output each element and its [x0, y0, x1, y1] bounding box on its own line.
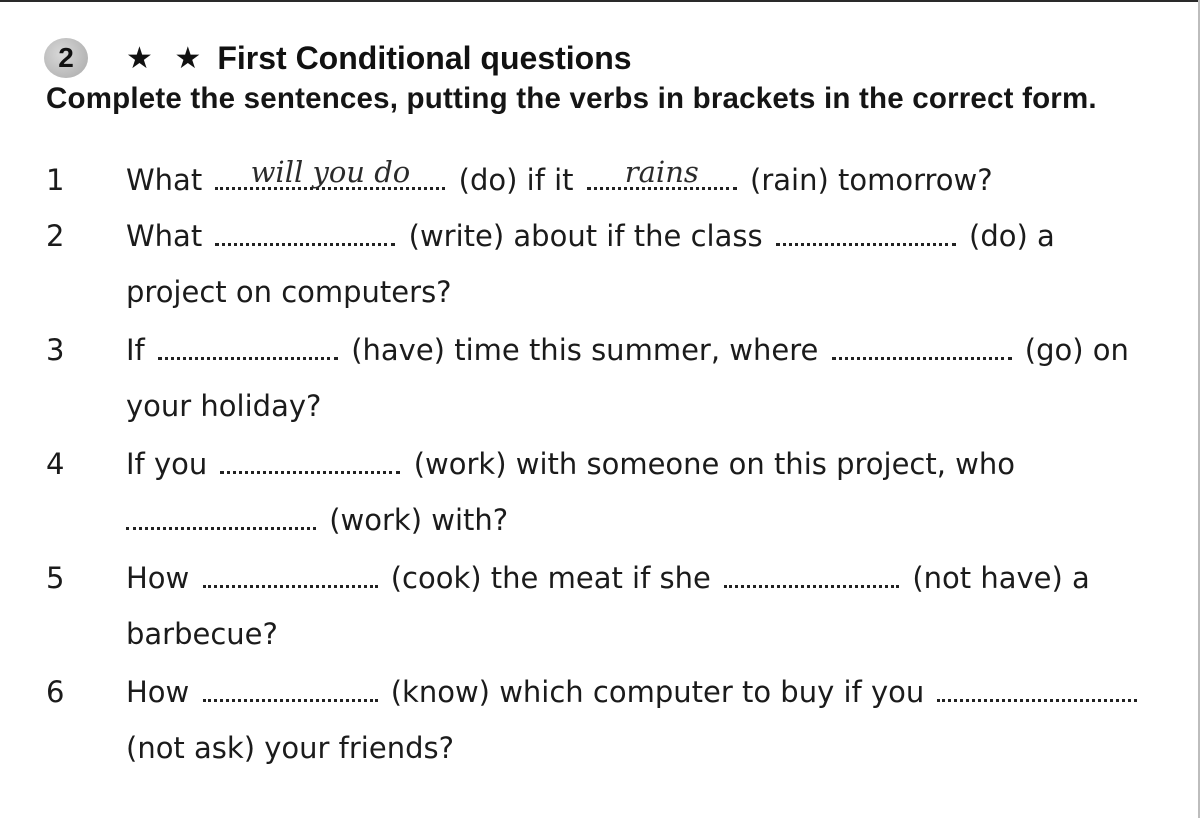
answer-blank[interactable] [724, 563, 899, 588]
item-6-line-1 [126, 672, 1141, 712]
item-4-line-2 [126, 500, 508, 540]
exercise-number-badge [44, 38, 88, 78]
item-text: (do) if it [458, 163, 574, 197]
item-1-line-1 [126, 155, 993, 200]
answer-blank[interactable] [776, 221, 956, 246]
item-text: (do) a [969, 219, 1055, 253]
answer-blank[interactable] [832, 335, 1012, 360]
handwritten-answer: rains [624, 155, 699, 189]
answer-blank[interactable] [587, 155, 737, 190]
item-text: If [126, 333, 145, 367]
item-2-line-1 [126, 216, 1055, 256]
item-number: 6 [46, 675, 65, 709]
item-5-line-1 [126, 558, 1090, 598]
item-number: 4 [46, 447, 65, 481]
answer-blank[interactable] [937, 677, 1137, 702]
item-text: How [126, 675, 190, 709]
item-text: (not have) a [912, 561, 1090, 595]
exercise-number: 2 [58, 42, 74, 73]
item-text: (rain) tomorrow? [750, 163, 993, 197]
item-text: (know) which computer to buy if you [390, 675, 925, 709]
page-top-edge [0, 0, 1200, 2]
item-2-line-2: project on computers? [126, 275, 452, 309]
item-number: 2 [46, 219, 65, 253]
item-5-line-2: barbecue? [126, 617, 278, 651]
item-text: (write) about if the class [408, 219, 763, 253]
item-text: (work) with someone on this project, who [413, 447, 1015, 481]
handwritten-answer: will you do [250, 155, 411, 189]
answer-blank[interactable] [203, 563, 378, 588]
item-text: (have) time this summer, where [351, 333, 819, 367]
item-text: (go) on [1024, 333, 1129, 367]
answer-blank[interactable] [203, 677, 378, 702]
answer-blank[interactable] [215, 221, 395, 246]
difficulty-stars-icon: ★ ★ [126, 40, 208, 76]
item-text: If you [126, 447, 208, 481]
item-text: How [126, 561, 190, 595]
item-number: 3 [46, 333, 65, 367]
exercise-instruction: Complete the sentences, putting the verbs in brackets in the correct form. [46, 82, 1097, 115]
item-text: (cook) the meat if she [390, 561, 711, 595]
exercise-heading [44, 34, 632, 82]
answer-blank[interactable] [215, 155, 445, 190]
item-3-line-1 [126, 330, 1129, 370]
item-3-line-2: your holiday? [126, 389, 322, 423]
item-6-line-2: (not ask) your friends? [126, 731, 454, 765]
item-number: 1 [46, 163, 65, 197]
item-text: What [126, 219, 203, 253]
item-text: What [126, 163, 203, 197]
answer-blank[interactable] [126, 505, 316, 530]
item-4-line-1 [126, 444, 1015, 484]
item-text: (work) with? [329, 503, 509, 537]
answer-blank[interactable] [220, 449, 400, 474]
exercise-title: First Conditional questions [217, 39, 632, 76]
item-number: 5 [46, 561, 65, 595]
answer-blank[interactable] [158, 335, 338, 360]
